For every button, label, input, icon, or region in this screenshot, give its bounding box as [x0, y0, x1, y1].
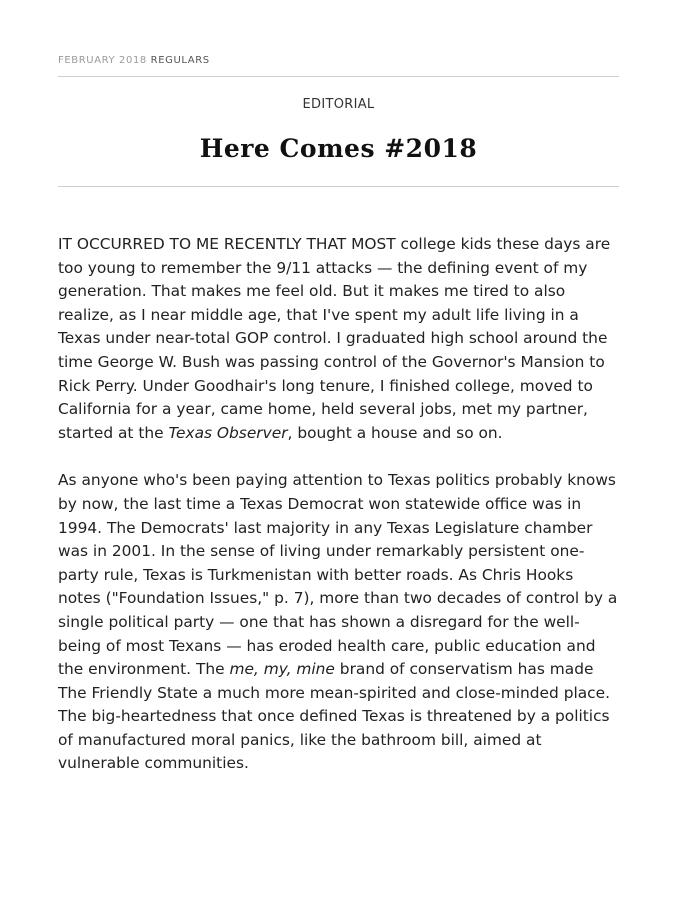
article-title: Here Comes #2018	[199, 134, 478, 163]
paragraph-1	[58, 233, 619, 445]
issue-date: FEBRUARY 2018	[58, 55, 147, 66]
article-body	[58, 233, 619, 800]
paragraph-1-lead: IT OCCURRED TO ME RECENTLY THAT MOST	[58, 235, 396, 253]
paragraph-2-text: As anyone who's been paying attention to Texas politics probably knows by now, the last time a Texas Democrat won statewide office was in 1994. The Democrats' last majority in any Texas Legislature chamber was in 2001. In the sense of living under remarkably persistent one-party rule, Texas is Turkmenistan with better roads. As Chris Hooks notes ("Foundation Issues," p. 7), more than two decades of control by a single political party — one that has shown a disregard for the well-being of most Texans — has eroded health care, public education and the environment. The	[58, 471, 618, 679]
paragraph-1-text: college kids these days are too young to remember the 9/11 attacks — the defining event of my generation. That makes me feel old. But it makes me tired to also realize, as I near middle age, that I've spent my adult life living in a Texas under near-total GOP control. I graduated high school around the time George W. Bush was passing control of the Governor's Mansion to Rick Perry. Under Goodhair's long tenure, I finished college, moved to California for a year, came home, held several jobs, met my partner, started at the	[58, 235, 611, 442]
top-divider	[58, 76, 619, 77]
paragraph-1-text-end: , bought a house and so on.	[287, 423, 503, 442]
article-kicker: EDITORIAL	[302, 97, 375, 112]
paragraph-2-italic: me, my, mine	[229, 660, 335, 679]
paragraph-1-italic: Texas Observer	[168, 423, 288, 442]
running-head	[58, 55, 210, 66]
title-divider	[58, 186, 619, 187]
paragraph-2-text-end: brand of conservatism has made The Friendly State a much more mean-spirited and close-minded place. The big-heartedness that once defined Texas is threatened by a politics of manufactured moral panics, like the bathroom bill, aimed at vulnerable communities.	[58, 660, 610, 773]
paragraph-2	[58, 469, 619, 776]
section-label: REGULARS	[150, 55, 210, 66]
